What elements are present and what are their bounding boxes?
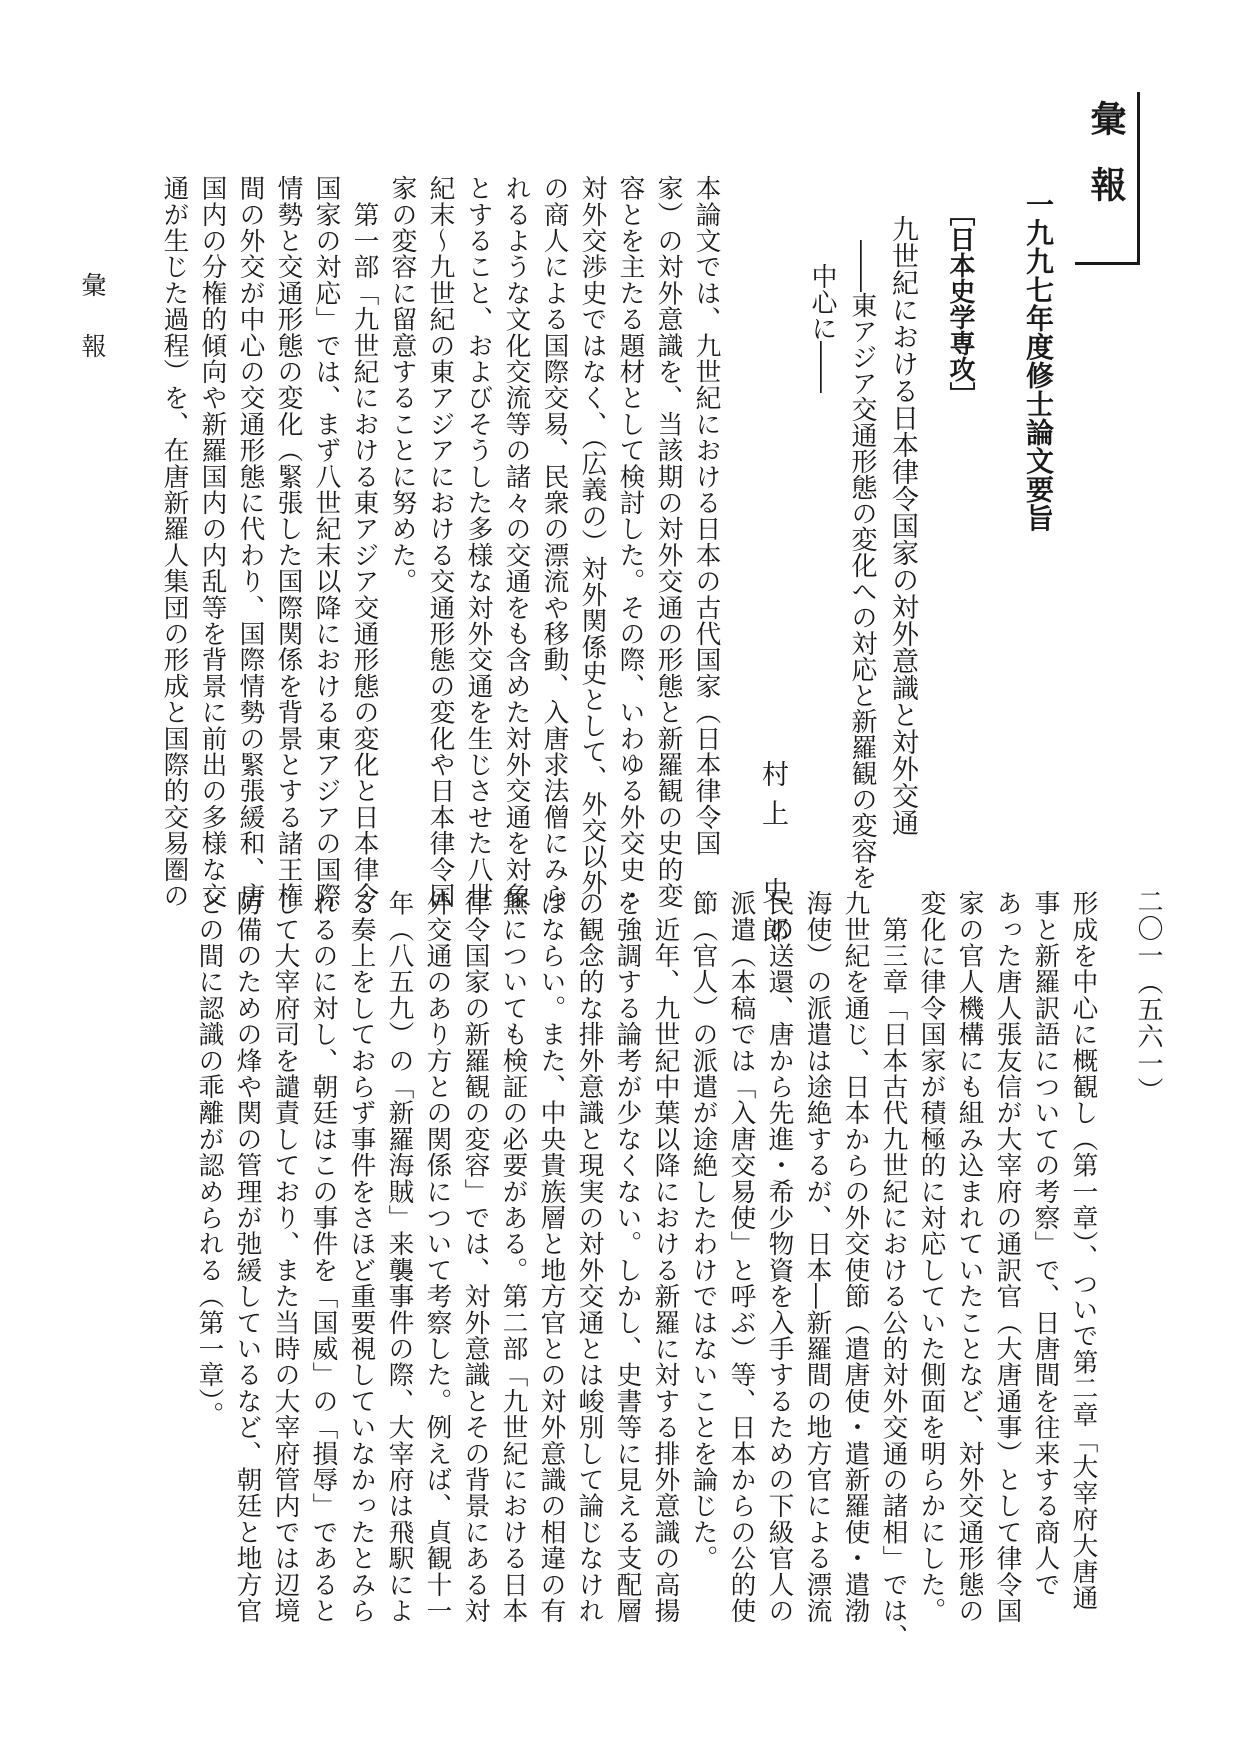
body-top-line: れるような文化交流等の諸々の交通をも含めた対外交通を対象 bbox=[501, 175, 531, 909]
section-title: 彙報 bbox=[1085, 100, 1127, 232]
body-top-line: 情勢と交通形態の変化（緊張した国際関係を背景とする諸王権 bbox=[273, 175, 303, 909]
body-bottom-line: 形成を中心に概観し（第一章）、ついで第二章「大宰府大唐通 bbox=[1068, 890, 1098, 1611]
body-bottom-line: との間に認識の乖離が認められる（第一章）。 bbox=[194, 890, 224, 1428]
body-bottom-line: れるのに対し、朝廷はこの事件を「国威」の「損辱」であると bbox=[308, 890, 338, 1624]
body-bottom-line: 第三章「日本古代九世紀における公的対外交通の諸相」では、 bbox=[878, 890, 908, 1650]
body-bottom-line: 民の送還、唐から先進・希少物資を入手するための下級官人の bbox=[764, 890, 794, 1624]
thesis-author: 村上 史郎 bbox=[757, 760, 788, 955]
body-top-line: 国内の分権的傾向や新羅国内の内乱等を背景に前出の多様な交 bbox=[197, 175, 227, 909]
body-bottom-line: 防備のための烽や関の管理が弛緩しているなど、朝廷と地方官 bbox=[232, 890, 262, 1624]
body-bottom-line: 外交通のあり方との関係について考察した。例えば、貞観十一 bbox=[422, 890, 452, 1624]
body-top-line: 第一部「九世紀における東アジア交通形態の変化と日本律令 bbox=[349, 175, 379, 909]
body-bottom-line: 節（官人）の派遣が途絶したわけではないことを論じた。 bbox=[688, 890, 718, 1572]
thesis-subtitle-line-2: 中心に―― bbox=[807, 263, 837, 393]
thesis-title: 九世紀における日本律令国家の対外意識と対外交通 bbox=[887, 215, 918, 836]
body-top-line: 対外交渉史ではなく、（広義の）対外関係史として、外交以外 bbox=[577, 175, 607, 896]
body-bottom-line: 家の官人機構にも組み込まれていたことなど、対外交通形態の bbox=[954, 890, 984, 1624]
body-bottom-line: 律令国家の新羅観の変容」では、対外意識とその背景にある対 bbox=[460, 890, 490, 1624]
body-top-line: の商人による国際交易、民衆の漂流や移動、入唐求法僧にみら bbox=[539, 175, 569, 909]
body-top-line: 家の変容に留意することに努めた。 bbox=[387, 175, 417, 595]
body-top-line: 通が生じた過程）を、在唐新羅人集団の形成と国際的交易圏の bbox=[159, 175, 189, 909]
body-bottom-line: 派遣（本稿では「入唐交易使」と呼ぶ）等、日本からの公的使 bbox=[726, 890, 756, 1624]
body-bottom-line: 変化に律令国家が積極的に対応していた側面を明らかにした。 bbox=[916, 890, 946, 1624]
body-bottom-line: して大宰府司を譴責しており、また当時の大宰府管内では辺境 bbox=[270, 890, 300, 1624]
body-bottom-line: の観念的な排外意識と現実の対外交通とは峻別して論じなけれ bbox=[574, 890, 604, 1624]
body-top-line: 国家の対応」では、まず八世紀末以降における東アジアの国際 bbox=[311, 175, 341, 909]
section-rule-vertical bbox=[1137, 92, 1140, 265]
section-rule-horizontal bbox=[1075, 262, 1139, 265]
running-head: 彙報 bbox=[78, 272, 107, 394]
body-top-line: 容とを主たる題材として検討した。その際、いわゆる外交史・ bbox=[615, 175, 645, 909]
body-top-line: 本論文では、九世紀における日本の古代国家（日本律令国 bbox=[691, 175, 721, 857]
body-bottom-line: 無についても検証の必要がある。第二部「九世紀における日本 bbox=[498, 890, 528, 1624]
body-top-line: 家）の対外意識を、当該期の対外交通の形態と新羅観の史的変 bbox=[653, 175, 683, 909]
body-bottom-line: を強調する論考が少なくない。しかし、史書等に見える支配層 bbox=[612, 890, 642, 1624]
body-bottom-line: あった唐人張友信が大宰府の通訳官（大唐通事）として律令国 bbox=[992, 890, 1022, 1624]
body-bottom-line: 九世紀を通じ、日本からの外交使節（遣唐使・遣新羅使・遣渤 bbox=[840, 890, 870, 1624]
thesis-subtitle-line-1: ――東アジア交通形態の変化への対応と新羅観の変容を bbox=[847, 240, 877, 890]
report-title: 一九九七年度修士論文要旨 bbox=[1022, 190, 1055, 532]
thesis-category: ［日本史学専攻］ bbox=[945, 200, 975, 408]
body-bottom-line: 事と新羅訳語についての考察」で、日唐間を往来する商人で bbox=[1030, 890, 1060, 1598]
body-bottom-line: 海使）の派遣は途絶するが、日本―新羅間の地方官による漂流 bbox=[802, 890, 832, 1624]
body-top-line: 間の外交が中心の交通形態に代わり、国際情勢の緊張緩和、唐 bbox=[235, 175, 265, 909]
body-top-line: 紀末～九世紀の東アジアにおける交通形態の変化や日本律令国 bbox=[425, 175, 455, 909]
body-bottom-line: る奏上をしておらず事件をさほど重要視していなかったとみら bbox=[346, 890, 376, 1624]
body-bottom-line: 年（八五九）の「新羅海賊」来襲事件の際、大宰府は飛駅によ bbox=[384, 890, 414, 1624]
page-number: 二〇一（五六一） bbox=[1133, 888, 1163, 1104]
body-top-line: とすること、およびそうした多様な対外交通を生じさせた八世 bbox=[463, 175, 493, 909]
body-bottom-line: ばならい。また、中央貴族層と地方官との対外意識の相違の有 bbox=[536, 890, 566, 1624]
body-bottom-line: 近年、九世紀中葉以降における新羅に対する排外意識の高揚 bbox=[650, 890, 680, 1624]
